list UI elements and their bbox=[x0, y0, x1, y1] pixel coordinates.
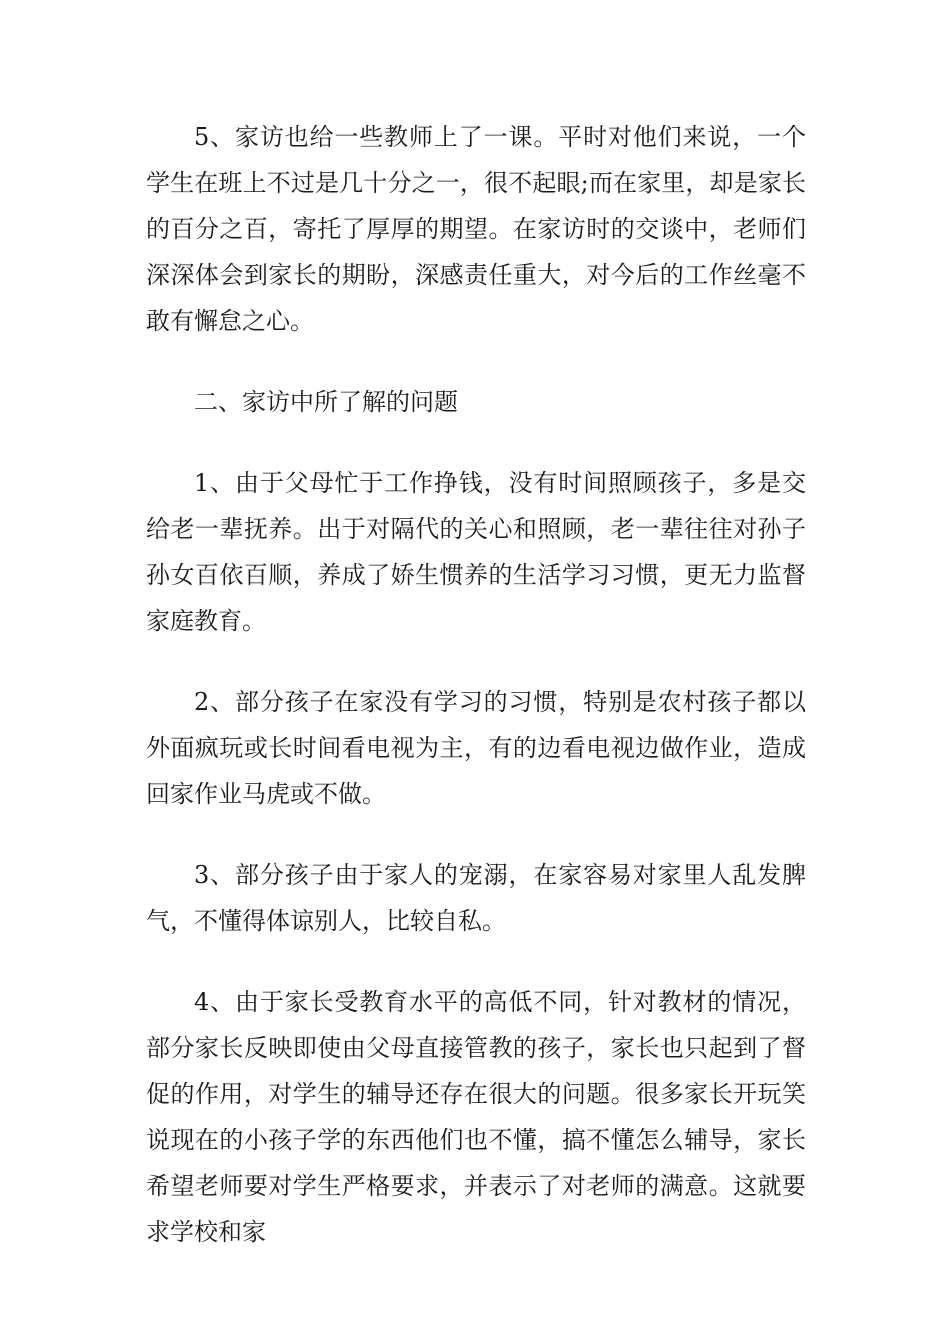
paragraph-issue-4: 4、由于家长受教育水平的高低不同，针对教材的情况，部分家长反映即使由父母直接管教的孩子，家长也只起到了督促的作用，对学生的辅导还存在很大的问题。很多家长开玩笑说现在的小孩子学的东西他们也不懂，搞不懂怎么辅导，家长希望老师要对学生严格要求，并表示了对老师的满意。这就要求学校和家 bbox=[146, 988, 806, 1246]
document-body bbox=[146, 114, 806, 1290]
paragraph-issue-3: 3、部分孩子由于家人的宠溺，在家容易对家里人乱发脾气，不懂得体谅别人，比较自私。 bbox=[146, 861, 806, 935]
section-heading-issues: 二、家访中所了解的问题 bbox=[194, 388, 458, 416]
paragraph-issue-1: 1、由于父母忙于工作挣钱，没有时间照顾孩子，多是交给老一辈抚养。出于对隔代的关心和照顾，老一辈往往对孙子孙女百依百顺，养成了娇生惯养的生活学习习惯，更无力监督家庭教育。 bbox=[146, 469, 806, 635]
paragraph-home-visit-lesson: 5、家访也给一些教师上了一课。平时对他们来说，一个学生在班上不过是几十分之一，很不起眼;而在家里，却是家长的百分之百，寄托了厚厚的期望。在家访时的交谈中，老师们深深体会到家长的期盼，深感责任重大，对今后的工作丝毫不敢有懈怠之心。 bbox=[146, 123, 806, 335]
paragraph-issue-2: 2、部分孩子在家没有学习的习惯，特别是农村孩子都以外面疯玩或长时间看电视为主，有的边看电视边做作业，造成回家作业马虎或不做。 bbox=[146, 688, 806, 808]
